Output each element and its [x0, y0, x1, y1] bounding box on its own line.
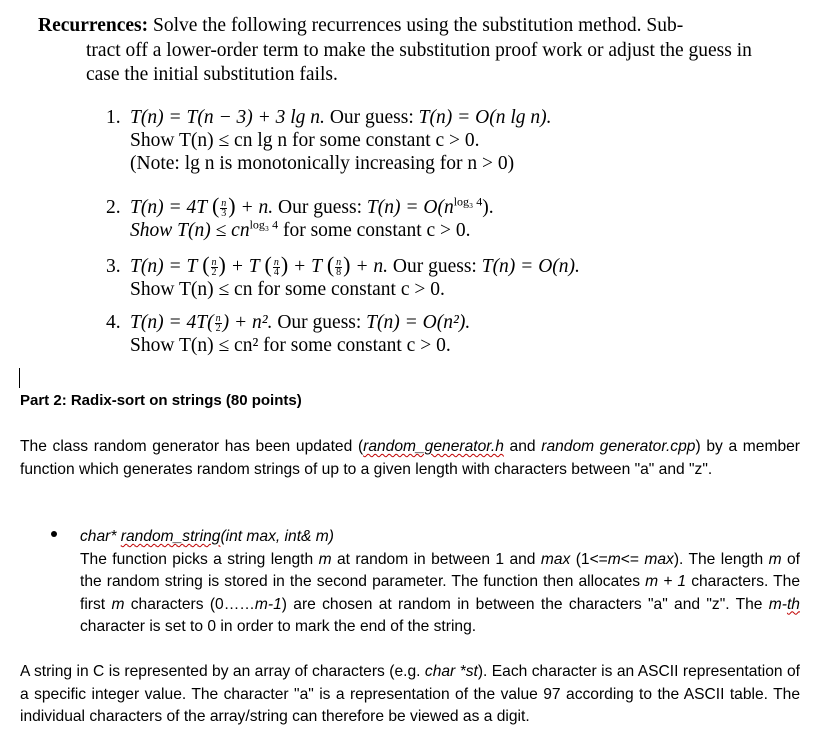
function-name: random_string: [120, 528, 221, 545]
recurrences-heading-label: Recurrences:: [38, 15, 149, 36]
equation-term-3: + T: [293, 256, 322, 277]
equation-term-2: + T: [230, 256, 260, 277]
item-number: 4.: [106, 312, 121, 333]
code-snippet: char *st: [424, 663, 478, 680]
fraction-2: $\frac{n}{4}$: [273, 257, 279, 279]
bullet-icon: [51, 531, 57, 537]
recurrence-item-1: [106, 106, 552, 175]
guess-label: Our guess:: [392, 256, 477, 277]
fraction-numerator: n: [221, 198, 227, 210]
recurrences-heading-text: Solve the following recurrences using the substitution method. Sub-: [152, 15, 684, 36]
guess-value: T(n) = O(n²).: [366, 312, 471, 333]
item-show-line: Show T(n) ≤ cn² for some constant c > 0.: [130, 335, 451, 356]
equation-post: ) + n².: [222, 312, 273, 333]
item-number: 2.: [106, 197, 121, 218]
guess-label: Our guess:: [277, 312, 362, 333]
fraction-denominator: 2: [215, 323, 221, 335]
equation-post: + n.: [355, 256, 389, 277]
recurrences-heading-line: [38, 14, 778, 39]
random-string-bullet: [80, 526, 800, 639]
fraction-1: $\frac{n}{2}$: [211, 257, 217, 279]
recurrence-item-2: 2. T(n) = 4T ( $\frac{n}{3}$ ) + n. Our guess: $T(n) = O(n^{log_3 4})$. Show $T(n) \le cn^{log_3 4}$ for some constant c > 0.: [106, 193, 494, 241]
equation-post: + n.: [240, 197, 274, 218]
text-cursor: [19, 368, 20, 388]
equation-pre: T(n) = 4T: [130, 197, 208, 218]
function-signature: char* random_string(int max, int& m): [80, 528, 334, 545]
part2-paragraph-2: A string in C is represented by an array of characters (e.g. char *st). Each character is an ASCII representation of a specific integer value. The character "a" is a representation of the value 97 according to the ASCII table. The individual characters of the array/string can therefore be viewed as a digit.: [20, 663, 800, 725]
item-number: 1.: [106, 107, 121, 128]
item-number: 3.: [106, 256, 121, 277]
fraction-denominator: 3: [221, 208, 227, 220]
item-equation: T(n) = T(n − 3) + 3 lg n.: [130, 107, 325, 128]
recurrence-item-3: 3. T(n) = T ( $\frac{n}{2}$ ) + T ( $\frac{n}{4}$ ) + T ( $\frac{n}{8}$ ) + n. Our guess: T(n) = O(n). Show T(n) ≤ cn for some constant c > 0.: [106, 252, 580, 300]
item-show-line: Show T(n) ≤ cn lg n for some constant c > 0.: [130, 130, 480, 151]
guess-exponent: log₃ 4: [453, 194, 483, 209]
equation-term-1: T(n) = T: [130, 256, 198, 277]
equation-pre: T(n) = 4T(: [130, 312, 214, 333]
filename-source: random generator.cpp: [541, 438, 696, 455]
recurrences-intro: [38, 14, 778, 88]
part2-paragraph-1: The class random generator has been updated (random_generator.h and random generator.cpp) by a member function which generates random strings of up to a given length with characters between "a" and "z".: [20, 438, 800, 478]
fraction: [215, 314, 222, 333]
item-show-line: Show T(n) ≤ cn for some constant c > 0.: [130, 279, 445, 300]
recurrence-item-4: [106, 311, 470, 357]
guess-label: Our guess:: [278, 197, 362, 218]
guess-pre: T(n) = O(n: [366, 197, 454, 218]
item-note-line: (Note: lg n is monotonically increasing for n > 0): [130, 153, 515, 174]
show-exponent: log₃ 4: [249, 217, 279, 232]
fraction-3: $\frac{n}{8}$: [336, 257, 342, 279]
filename-header: random_generator.h: [363, 438, 504, 455]
guess-label: Our guess:: [329, 107, 414, 128]
part2-heading: Part 2: Radix-sort on strings (80 points): [20, 392, 302, 409]
show-post: for some constant c > 0.: [282, 220, 471, 241]
guess-value: T(n) = O(n lg n).: [418, 107, 552, 128]
recurrences-heading-continuation: tract off a lower-order term to make the substitution proof work or adjust the guess in case the initial substitution fails.: [86, 39, 752, 85]
fraction: [220, 199, 227, 218]
guess-post: ).: [482, 197, 494, 218]
guess-value: T(n) = O(n).: [481, 256, 580, 277]
function-description: The function picks a string length m at random in between 1 and max (1<=m<= max). The length m of the random string is stored in the second parameter. The function then allocates m + 1 characters. The first m characters (0……m-1) are chosen at random in between the characters "a" and "z". The m-th character is set to 0 in order to mark the end of the string.: [80, 550, 801, 635]
fraction-numerator: n: [215, 313, 221, 325]
show-pre: Show T(n) ≤ cn: [130, 220, 250, 241]
